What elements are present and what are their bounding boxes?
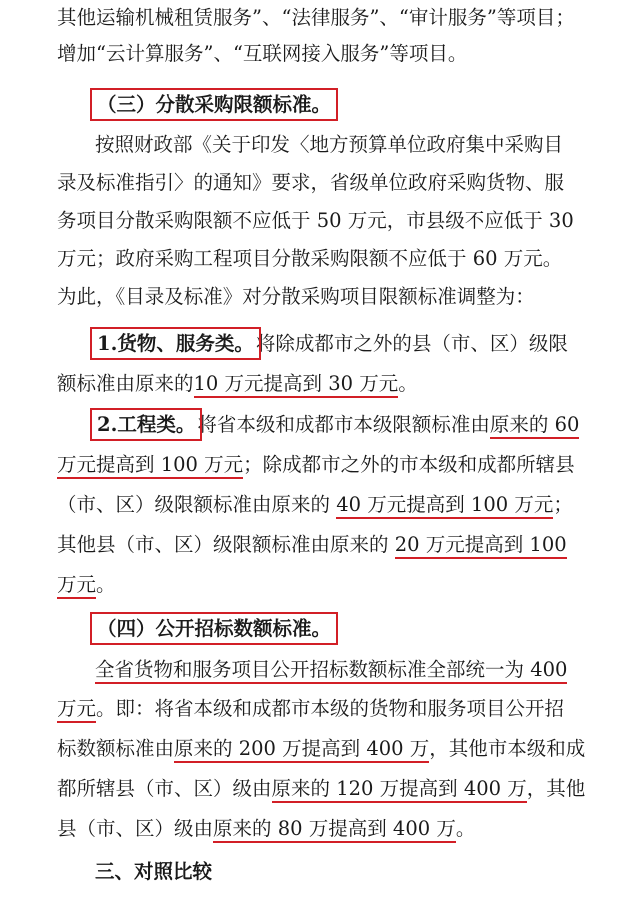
text-line (57, 815, 475, 843)
text-line (95, 131, 563, 159)
text-segment: 。 (96, 573, 116, 596)
text-line (57, 531, 567, 559)
text-line (95, 330, 568, 358)
text-line (57, 207, 574, 235)
text-segment: 务项目分散采购限额不应低于 50 万元，市县级不应低于 30 (57, 209, 574, 232)
text-line (57, 4, 575, 32)
text-segment: ，其他市本级和成 (429, 737, 586, 760)
underlined-text: 原来的 200 万提高到 400 万 (174, 737, 429, 763)
boxed-heading: 1.货物、服务类。 (97, 332, 254, 355)
text-segment: ；除成都市之外的市本级和成都所辖县 (243, 453, 575, 476)
text-segment: ； (553, 493, 573, 516)
underlined-text: 20 万元提高到 100 (395, 533, 567, 559)
text-segment: （市、区）级限额标准由原来的 (57, 493, 337, 516)
underlined-text: 原来的 120 万提高到 400 万 (272, 777, 527, 803)
text-segment: 额标准由原来的 (57, 372, 194, 395)
text-segment: 为此，《目录及标准》对分散采购项目限额标准调整为： (57, 285, 535, 308)
text-line (57, 245, 562, 273)
text-line (57, 735, 585, 763)
text-line (57, 451, 575, 479)
text-segment: 。即：将省本级和成都市本级的货物和服务项目公开招 (96, 697, 565, 720)
text-line (95, 858, 212, 886)
text-segment: 。 (455, 817, 476, 840)
section-heading: 三、对照比较 (95, 860, 213, 883)
text-segment: 按照财政部《关于印发〈地方预算单位政府集中采购目 (95, 133, 564, 156)
boxed-heading: 2.工程类。 (97, 413, 196, 436)
text-line (57, 169, 564, 197)
underlined-text: 万元 (57, 573, 96, 599)
text-segment: 标数额标准由 (57, 737, 175, 760)
text-segment: 录及标准指引〉的通知》要求，省级单位政府采购货物、服 (57, 171, 565, 194)
text-segment: 增加“云计算服务”、“互联网接入服务”等项目。 (57, 42, 468, 65)
text-line (95, 91, 333, 119)
underlined-text: 万元提高到 100 万元 (57, 453, 243, 479)
text-line (57, 695, 564, 723)
text-segment: 万元；政府采购工程项目分散采购限额不应低于 60 万元。 (57, 247, 563, 270)
text-line (57, 40, 467, 68)
text-segment: 其他县（市、区）级限额标准由原来的 (57, 533, 395, 556)
text-segment: ，其他 (526, 777, 586, 800)
text-line (95, 615, 333, 643)
underlined-text: 原来的 60 (490, 413, 580, 439)
underlined-text: 40 万元提高到 100 万元 (336, 493, 553, 519)
text-segment: 其他运输机械租赁服务”、“法律服务”、“审计服务”等项目； (57, 6, 575, 29)
text-line (95, 411, 579, 439)
underlined-text: 10 万元提高到 30 万元 (194, 372, 399, 398)
boxed-heading: （四）公开招标数额标准。 (97, 617, 332, 640)
underlined-text: 原来的 80 万提高到 400 万 (213, 817, 456, 843)
text-segment: 县（市、区）级由 (57, 817, 214, 840)
text-line (57, 283, 535, 311)
text-segment: 都所辖县（市、区）级由 (57, 777, 272, 800)
text-line (95, 656, 567, 684)
text-line (57, 775, 585, 803)
text-line (57, 370, 418, 398)
text-segment: 将省本级和成都市本级限额标准由 (197, 413, 490, 436)
underlined-text: 全省货物和服务项目公开招标数额标准全部统一为 400 (95, 658, 567, 684)
text-segment: 。 (398, 372, 418, 395)
text-segment: 将除成都市之外的县（市、区）级限 (255, 332, 568, 355)
underlined-text: 万元 (57, 697, 96, 723)
text-line (57, 571, 116, 599)
boxed-heading: （三）分散采购限额标准。 (97, 93, 332, 116)
text-line (57, 491, 573, 519)
